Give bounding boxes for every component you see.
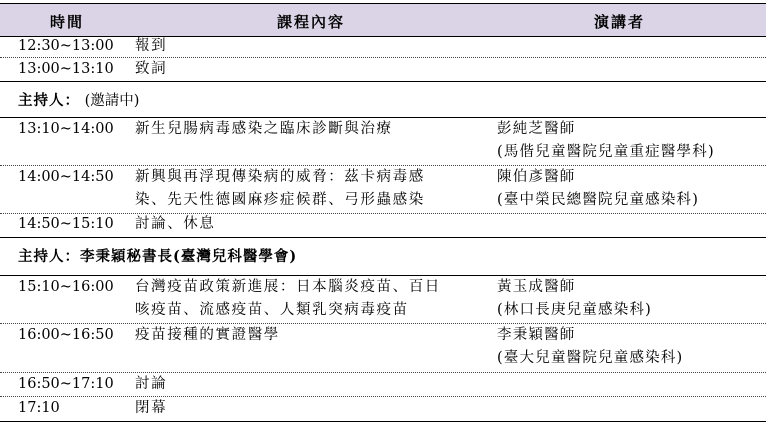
speaker-affiliation: (馬偕兒童醫院兒童重症醫學科) <box>497 144 715 160</box>
moderator-value: (邀請中) <box>84 93 140 109</box>
row-content: 新生兒腸病毒感染之臨床診斷與治療 <box>135 121 393 137</box>
row-time: 14:00~14:50 <box>18 169 114 185</box>
row-time: 15:10~16:00 <box>18 279 114 295</box>
row-time: 13:00~13:10 <box>18 61 114 77</box>
speaker-name: 陳伯彥醫師 <box>497 169 576 185</box>
row-content: 疫苗接種的實證醫學 <box>135 327 280 343</box>
row-content: 咳疫苗、流感疫苗、人類乳突病毒疫苗 <box>135 302 409 318</box>
row-time: 13:10~14:00 <box>18 121 114 137</box>
row-content: 閉幕 <box>135 400 168 416</box>
row-content: 致詞 <box>135 61 168 77</box>
row-divider <box>0 396 766 397</box>
row-time: 16:50~17:10 <box>18 376 114 392</box>
row-divider <box>0 237 766 238</box>
row-content: 台灣疫苗政策新進展：日本腦炎疫苗、百日 <box>135 279 441 295</box>
row-content: 報到 <box>135 38 168 54</box>
speaker-affiliation: (臺中榮民總醫院兒童感染科) <box>497 192 700 208</box>
row-divider <box>0 372 766 373</box>
row-time: 16:00~16:50 <box>18 327 114 343</box>
speaker-affiliation: (臺大兒童醫院兒童感染科) <box>497 350 684 366</box>
speaker-affiliation: (林口長庚兒童感染科) <box>497 302 653 318</box>
moderator-line <box>18 89 139 113</box>
speaker-name: 李秉穎醫師 <box>497 327 576 343</box>
row-time: 17:10 <box>18 400 60 416</box>
header-content: 課程內容 <box>277 13 346 31</box>
row-content: 討論、休息 <box>135 216 216 232</box>
header-time: 時間 <box>50 13 85 31</box>
table-bottom-rule <box>0 421 766 422</box>
moderator-label: 主持人： <box>18 92 80 109</box>
table-header <box>0 3 766 37</box>
row-time: 14:50~15:10 <box>18 216 114 232</box>
row-divider <box>0 323 766 324</box>
row-content: 新興與再浮現傳染病的威脅：茲卡病毒感 <box>135 169 425 185</box>
row-time: 12:30~13:00 <box>18 38 114 54</box>
header-speaker: 演講者 <box>594 13 646 31</box>
row-content: 染、先天性德國麻疹症候群、弓形蟲感染 <box>135 192 425 208</box>
row-divider <box>0 81 766 82</box>
speaker-name: 彭純芝醫師 <box>497 121 576 137</box>
row-divider <box>0 213 766 214</box>
row-divider <box>0 57 766 58</box>
row-content: 討論 <box>135 376 168 392</box>
moderator-line <box>18 245 297 269</box>
moderator-label: 主持人：李秉穎秘書長(臺灣兒科醫學會) <box>18 248 298 265</box>
speaker-name: 黃玉成醫師 <box>497 279 576 295</box>
